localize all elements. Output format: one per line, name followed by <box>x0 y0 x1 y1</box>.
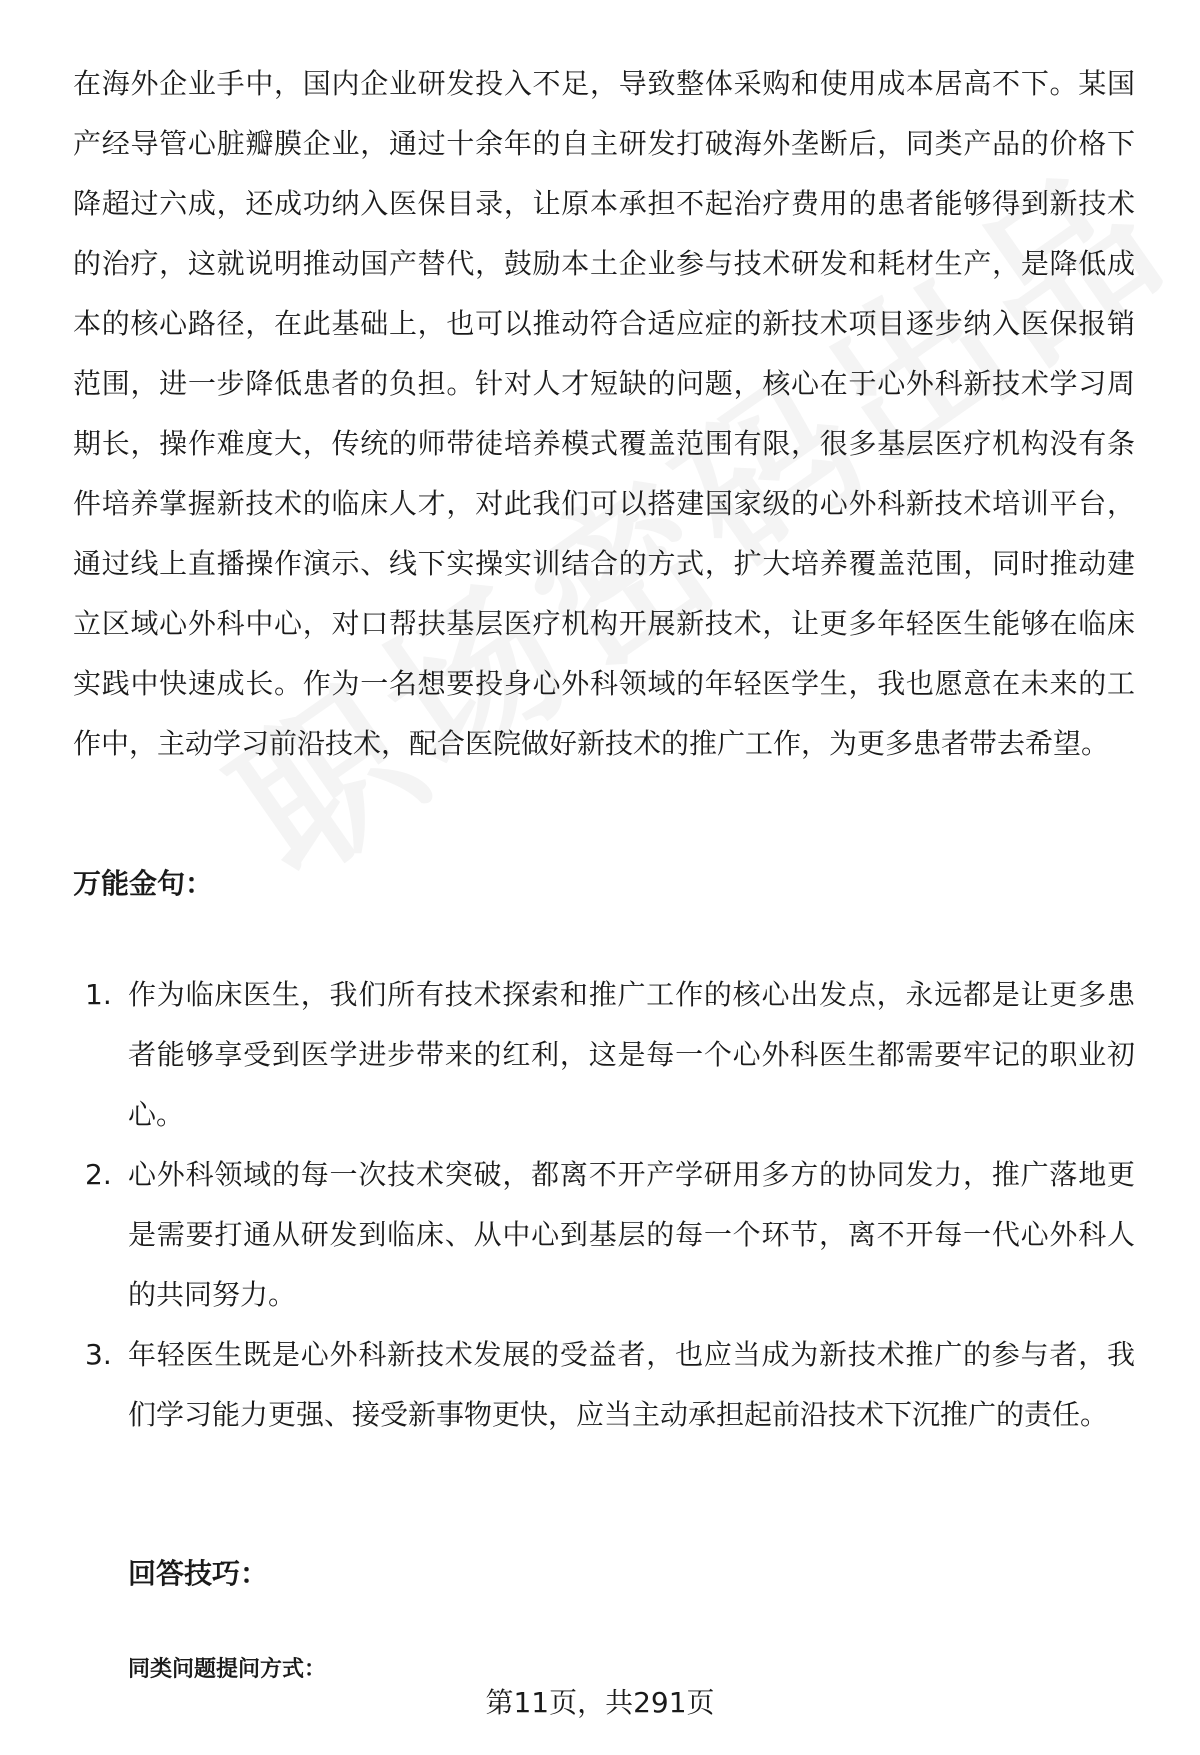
list-item-text: 年轻医生既是心外科新技术发展的受益者，也应当成为新技术推广的参与者，我们学习能力更强、接受新事物更快，应当主动承担起前沿技术下沉推广的责任。 <box>128 1338 1135 1431</box>
list-item <box>73 1145 1135 1325</box>
list-item-text: 心外科领域的每一次技术突破，都离不开产学研用多方的协同发力，推广落地更是需要打通从研发到临床、从中心到基层的每一个环节，离不开每一代心外科人的共同努力。 <box>128 1158 1135 1311</box>
list-item <box>73 965 1135 1145</box>
list-item-number: 3. <box>85 1338 112 1371</box>
list-item-number: 1. <box>85 978 112 1011</box>
body-paragraph: 在海外企业手中，国内企业研发投入不足，导致整体采购和使用成本居高不下。某国产经导管心脏瓣膜企业，通过十余年的自主研发打破海外垄断后，同类产品的价格下降超过六成，还成功纳入医保目录，让原本承担不起治疗费用的患者能够得到新技术的治疗，这就说明推动国产替代，鼓励本土企业参与技术研发和耗材生产，是降低成本的核心路径，在此基础上，也可以推动符合适应症的新技术项目逐步纳入医保报销范围，进一步降低患者的负担。针对人才短缺的问题，核心在于心外科新技术学习周期长，操作难度大，传统的师带徒培养模式覆盖范围有限，很多基层医疗机构没有条件培养掌握新技术的临床人才，对此我们可以搭建国家级的心外科新技术培训平台，通过线上直播操作演示、线下实操实训结合的方式，扩大培养覆盖范围，同时推动建立区域心外科中心，对口帮扶基层医疗机构开展新技术，让更多年轻医生能够在临床实践中快速成长。作为一名想要投身心外科领域的年轻医学生，我也愿意在未来的工作中，主动学习前沿技术，配合医院做好新技术的推广工作，为更多患者带去希望。 <box>73 67 1135 760</box>
golden-sentences-heading: 万能金句： <box>73 867 214 900</box>
similar-questions-heading: 同类问题提问方式： <box>128 1657 327 1682</box>
list-item-text: 作为临床医生，我们所有技术探索和推广工作的核心出发点，永远都是让更多患者能够享受到医学进步带来的红利，这是每一个心外科医生都需要牢记的职业初心。 <box>128 978 1135 1131</box>
page-number-footer: 第11页，共291页 <box>485 1686 715 1719</box>
golden-sentences-list <box>73 965 1135 1445</box>
list-item <box>73 1325 1135 1445</box>
answer-tips-heading: 回答技巧： <box>128 1557 269 1590</box>
list-item-number: 2. <box>85 1158 112 1191</box>
